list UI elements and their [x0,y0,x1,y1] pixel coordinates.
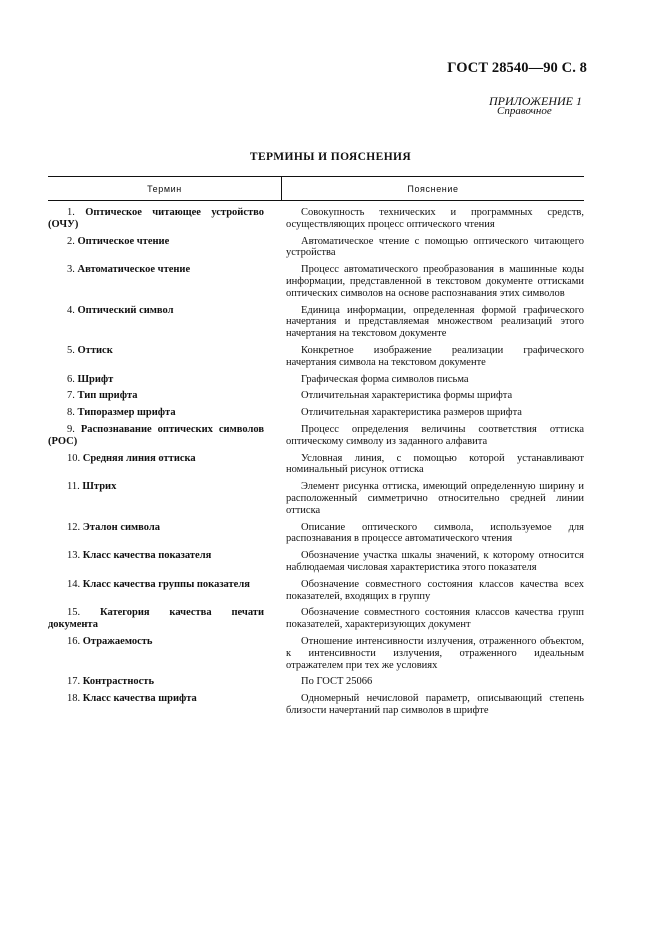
term-number: 12. [67,521,81,533]
term-name: Автоматическое чтение [77,264,191,276]
explanation-cell: Обозначение участка шкалы значений, к которому относится наблюдаемая числовая характеристика этого показателя [286,550,584,573]
term-number: 7. [67,390,75,402]
term-cell [48,676,270,688]
table-row [48,236,584,260]
term-number: 2. [67,235,75,247]
term-name: Оттиск [77,344,113,356]
term-name: Отражаемость [82,635,153,647]
term-number: 4. [67,304,75,316]
term-name: Класс качества показателя [82,550,212,562]
column-header-explanation: Пояснение [407,184,459,194]
term-number: 3. [67,264,75,276]
term-cell [48,453,270,477]
explanation-cell: Обозначение совместного состояния классов качества групп показателей, характеризующих документ [286,607,584,631]
explanation-cell: Описание оптического символа, используемое для распознавания в процессе автоматического чтения [286,521,584,545]
term-cell [48,522,270,546]
explanation-cell: Условная линия, с помощью которой устанавливают номинальный рисунок оттиска [286,452,584,476]
term-number: 6. [67,373,75,385]
table-row [48,676,584,688]
table-row [48,264,584,299]
table-row [48,207,584,231]
explanation-cell: Автоматическое чтение с помощью оптического читающего устройства [286,235,584,259]
term-cell [48,636,270,671]
page-header [0,60,661,80]
explanation-cell: Графическая форма символов письма [301,373,469,385]
table-row [48,374,584,386]
term-number: 17. [67,676,81,688]
explanation-cell: Процесс определения величины соответствия оттиска оптическому символу из заданного алфавита [286,423,584,447]
term-name: Контрастность [82,676,155,688]
term-cell [48,236,270,260]
term-name: Оптический символ [77,304,174,316]
table-row [48,481,584,516]
term-cell [48,374,270,386]
term-cell [48,693,270,717]
term-number: 15. [67,607,81,619]
term-name: Распознавание оптических символов (РОС) [48,423,264,447]
explanation-cell: Одномерный нечисловой параметр, описывающий степень близости начертаний пар символов в шрифте [286,693,584,716]
explanation-cell: Совокупность технических и программных средств, осуществляющих процесс оптического чтения [286,207,584,230]
term-number: 13. [67,550,81,562]
explanation-cell: Отличительная характеристика формы шрифта [301,390,513,402]
table-row [48,693,584,717]
table-header-rule [48,200,584,201]
term-name: Типоразмер шрифта [77,407,176,419]
explanation-cell: Элемент рисунка оттиска, имеющий определенную ширину и расположенный симметрично относительно средней линии оттиска [286,481,584,516]
term-cell [48,345,270,369]
table-row [48,305,584,340]
table-row [48,424,584,448]
table-row [48,522,584,546]
term-cell [48,579,270,603]
term-number: 14. [67,578,81,590]
explanation-cell: Конкретное изображение реализации графического начертания символа на текстовом документе [286,344,584,368]
term-number: 10. [67,452,81,464]
table-row [48,550,584,574]
table-row [48,636,584,671]
term-cell [48,390,270,402]
term-name: Класс качества группы показателя [82,578,250,590]
explanation-cell: Единица информации, определенная формой графического начертания и представляемая множеством реализаций этого начертания на текстовом документе [286,304,584,340]
term-number: 16. [67,635,81,647]
table-row [48,390,584,402]
term-cell [48,407,270,419]
explanation-cell: По ГОСТ 25066 [301,676,373,688]
table-row [48,607,584,631]
term-cell [48,305,270,340]
term-cell [48,550,270,574]
term-name: Класс качества шрифта [82,693,197,705]
document-code: ГОСТ 28540—90 С. 8 [447,60,587,76]
term-cell [48,481,270,516]
term-name: Шрифт [77,373,114,385]
term-number: 8. [67,407,75,419]
term-number: 1. [67,207,75,218]
table-row [48,345,584,369]
term-name: Эталон символа [82,521,161,533]
table-top-rule [48,176,584,177]
section-title: ТЕРМИНЫ И ПОЯСНЕНИЯ [249,151,412,163]
appendix-type: Справочное [497,105,552,117]
term-number: 9. [67,423,75,435]
column-header-term: Термин [147,184,182,194]
term-number: 18. [67,693,81,705]
appendix-label: ПРИЛОЖЕНИЕ 1 [489,94,582,108]
terms-table [48,176,584,776]
term-name: Штрих [82,481,117,493]
term-number: 5. [67,344,75,356]
term-cell [48,424,270,448]
term-name: Оптическое читающее устройство (ОЧУ) [48,207,265,230]
term-name: Средняя линия оттиска [82,452,196,464]
term-name: Оптическое чтение [77,235,170,247]
table-row [48,579,584,603]
term-cell [48,607,270,631]
explanation-cell: Отличительная характеристика размеров шрифта [301,407,522,419]
term-cell [48,264,270,299]
table-body [48,207,584,722]
table-row [48,453,584,477]
term-cell [48,207,270,231]
explanation-cell: Обозначение совместного состояния классов качества всех показателей, входящих в группу [286,578,584,602]
table-row [48,407,584,419]
term-name: Категория качества печати документа [48,607,265,631]
explanation-cell: Процесс автоматического преобразования в машинные коды информации, представленной в текстовом документе оттисками оптических символов на основе распознавания этих символов [286,264,584,299]
term-number: 11. [67,481,80,493]
term-name: Тип шрифта [77,390,138,402]
explanation-cell: Отношение интенсивности излучения, отраженного объектом, к интенсивности излучения, отраженного идеальным отражателем при тех же условиях [286,635,584,671]
